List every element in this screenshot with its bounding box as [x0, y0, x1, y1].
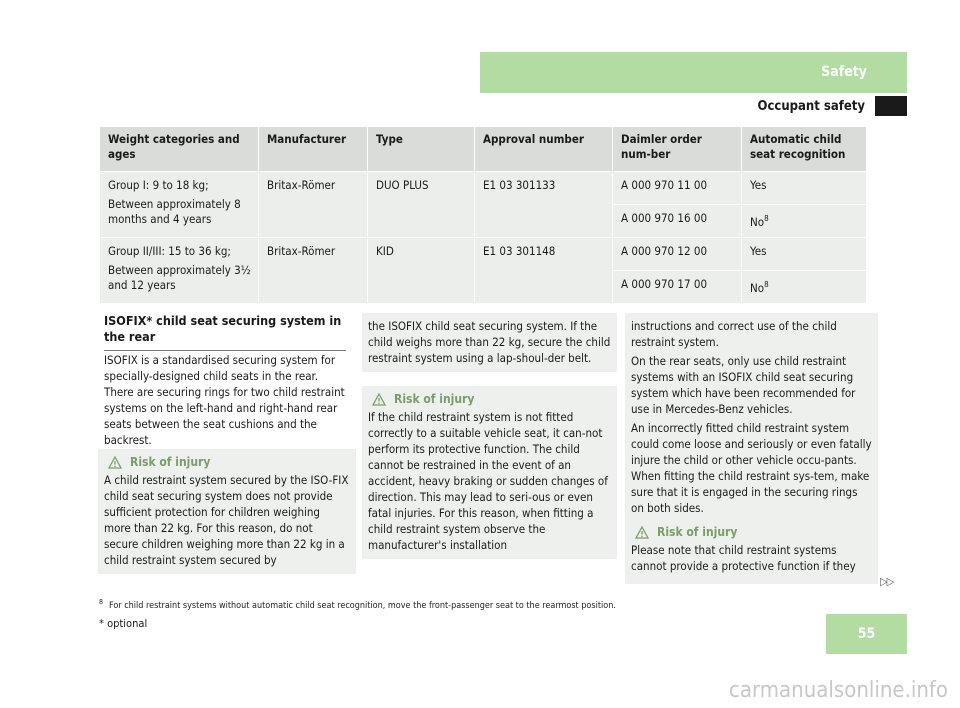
order-cell: A 000 970 12 00 — [613, 238, 741, 270]
continue-arrows-icon: ▷▷ — [880, 575, 894, 588]
warning-box — [625, 519, 878, 584]
page-title: Occupant safety — [757, 99, 865, 114]
col-header-approval: Approval number — [475, 127, 612, 171]
recognition-cell: Yes — [742, 238, 866, 270]
type-cell: KID — [368, 238, 474, 303]
col-header-recognition: Automatic child seat recognition — [742, 127, 866, 171]
warning-triangle-icon — [104, 455, 130, 469]
footnote-ref: 8 — [764, 214, 769, 223]
table-header-row — [100, 127, 866, 171]
weight-age: Between approximately 8 months and 4 years — [108, 197, 241, 226]
section-tab — [480, 52, 907, 93]
warning-box-continued — [625, 313, 878, 522]
table-row — [100, 172, 866, 204]
weight-cell — [100, 172, 258, 237]
approval-cell: E1 03 301148 — [475, 238, 612, 303]
order-cell: A 000 970 11 00 — [613, 172, 741, 204]
footnote-text: For child restraint systems without automatic child seat recognition, move the front-passenger seat to the rearmost position. — [109, 601, 616, 611]
col-header-weight: Weight categories and ages — [100, 127, 258, 171]
recognition-cell: Yes — [742, 172, 866, 204]
watermark: carmanualsonline.info — [729, 678, 948, 703]
weight-cell — [100, 238, 258, 303]
warning-title-text: Risk of injury — [130, 455, 211, 469]
weight-group: Group II/III: 15 to 36 kg; — [108, 244, 231, 258]
order-cell: A 000 970 17 00 — [613, 271, 741, 303]
manufacturer-cell: Britax-Römer — [259, 172, 367, 237]
warning-triangle-icon — [631, 525, 657, 539]
table-row — [100, 238, 866, 270]
warning-title-text: Risk of injury — [657, 525, 738, 539]
warning-text: instructions and correct use of the child restraint system. — [631, 319, 837, 349]
warning-text: On the rear seats, only use child restraint systems with an ISOFIX child seat securing system which have been recommended for use in Mercedes-Benz vehicles. — [631, 354, 856, 416]
warning-title — [631, 524, 872, 540]
warning-title — [104, 454, 350, 470]
warning-text: An incorrectly fitted child restraint system could come loose and seriously or even fatally injure the child or other vehicle occu-pants. When fitting the child restraint sys-tem, make sure that it is engaged in the securing rings on both sides. — [631, 421, 872, 515]
recognition-value: No — [750, 280, 765, 295]
order-cell: A 000 970 16 00 — [613, 205, 741, 237]
recognition-cell — [742, 205, 866, 237]
section-heading: ISOFIX* child seat securing system in the rear — [104, 313, 346, 351]
warning-box — [98, 449, 356, 574]
type-cell: DUO PLUS — [368, 172, 474, 237]
approval-cell: E1 03 301133 — [475, 172, 612, 237]
warning-triangle-icon — [368, 392, 394, 406]
recognition-value: No — [750, 214, 765, 229]
weight-group: Group I: 9 to 18 kg; — [108, 178, 209, 192]
page-number: 55 — [826, 614, 907, 654]
weight-age: Between approximately 3½ and 12 years — [108, 263, 251, 292]
col-header-order: Daimler order num-ber — [613, 127, 741, 171]
warning-text: the ISOFIX child seat securing system. If the child weighs more than 22 kg, secure the child restraint system using a lap-shoul-der belt. — [368, 319, 611, 365]
warning-box-continued — [362, 313, 617, 372]
warning-text: If the child restraint system is not fitted correctly to a suitable vehicle seat, it can-not perform its protective function. The child cannot be restrained in the event of an accident, heavy braking or sudden changes of direction. This may lead to seri-ous or even fatal injuries. For this reason, when fitting a child restraint system observe the manufacturer's installation — [368, 410, 608, 552]
header-marker — [875, 96, 907, 116]
recognition-cell — [742, 271, 866, 303]
manufacturer-cell: Britax-Römer — [259, 238, 367, 303]
col-header-type: Type — [368, 127, 474, 171]
warning-title — [368, 391, 611, 407]
warning-text: A child restraint system secured by the ISO-FIX child seat securing system does not provide sufficient protection for children weighing more than 22 kg. For this reason, do not secure children weighing more than 22 kg in a child restraint system secured by — [104, 473, 349, 567]
intro-paragraph: ISOFIX is a standardised securing system for specially-designed child seats in the rear. There are securing rings for two child restraint systems on the left-hand and right-hand rear seats between the seat cushions and the backrest. — [104, 353, 345, 447]
child-seat-table — [99, 126, 867, 304]
footnote-number: 8 — [99, 598, 104, 606]
footnote-ref: 8 — [764, 280, 769, 289]
col-header-manufacturer: Manufacturer — [259, 127, 367, 171]
section-tab-label: Safety — [821, 64, 867, 80]
footnote — [99, 598, 616, 611]
warning-box — [362, 386, 617, 559]
warning-title-text: Risk of injury — [394, 392, 475, 406]
warning-text: Please note that child restraint systems cannot provide a protective function if they — [631, 543, 856, 573]
optional-note: * optional — [99, 617, 148, 630]
